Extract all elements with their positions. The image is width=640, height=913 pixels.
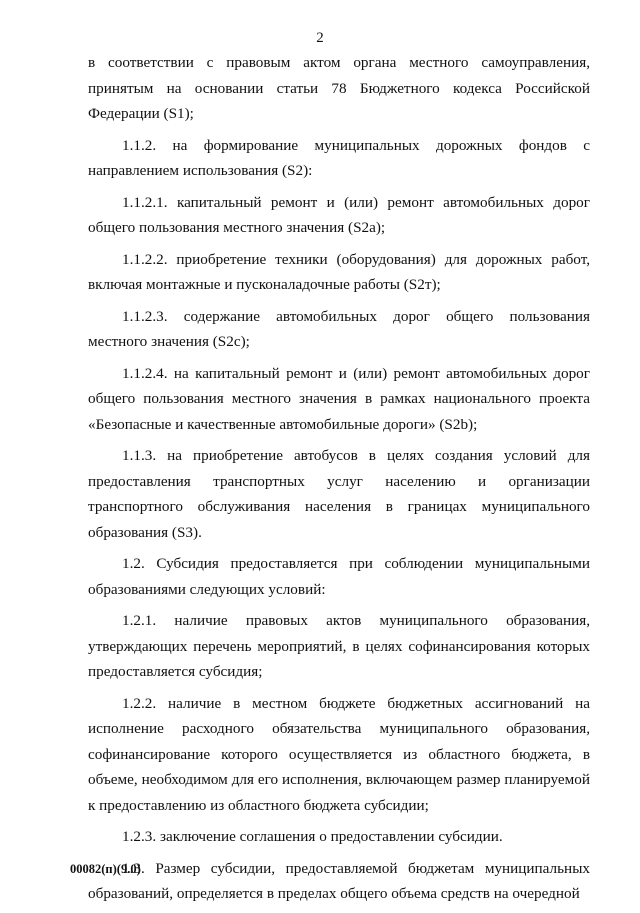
- paragraph-s1-continuation: в соответствии с правовым актом органа местного самоуправления, принятым на основании статьи 78 Бюджетного кодекса Российской Федерации (S1);: [88, 54, 590, 122]
- paragraph-1-2-2: 1.2.2. наличие в местном бюджете бюджетных ассигнований на исполнение расходного обязательства муниципального образования, софинансирование которого осуществляется из областного бюджета, в объеме, необходимом для его исполнения, включающем размер планируемой к предоставлению из областного бюджета субсидии;: [88, 694, 590, 814]
- document-body: [88, 50, 590, 913]
- paragraph-1-1-2-2: 1.1.2.2. приобретение техники (оборудования) для дорожных работ, включая монтажные и пусконаладочные работы (S2т);: [88, 250, 590, 293]
- document-footer-code: 00082(п)(9.0): [70, 862, 141, 876]
- paragraph-1-3: 1.3. Размер субсидии, предоставляемой бюджетам муниципальных образований, определяется в пределах общего объема средств на очередной: [88, 859, 590, 902]
- paragraph-1-1-3: 1.1.3. на приобретение автобусов в целях создания условий для предоставления транспортных услуг населению и организации транспортного обслуживания населения в границах муниципального образования (S3).: [88, 447, 590, 541]
- page-number: 2: [316, 30, 324, 46]
- paragraph-1-1-2-3: 1.1.2.3. содержание автомобильных дорог общего пользования местного значения (S2c);: [88, 307, 590, 350]
- paragraph-1-1-2: 1.1.2. на формирование муниципальных дорожных фондов с направлением использования (S2):: [88, 136, 590, 179]
- paragraph-1-1-2-1: 1.1.2.1. капитальный ремонт и (или) ремонт автомобильных дорог общего пользования местного значения (S2a);: [88, 193, 590, 236]
- paragraph-1-2: 1.2. Субсидия предоставляется при соблюдении муниципальными образованиями следующих условий:: [88, 555, 590, 598]
- paragraph-1-2-1: 1.2.1. наличие правовых актов муниципального образования, утверждающих перечень мероприятий, в целях софинансирования которых предоставляется субсидия;: [88, 612, 590, 680]
- paragraph-1-1-2-4: 1.1.2.4. на капитальный ремонт и (или) ремонт автомобильных дорог общего пользования местного значения в рамках национального проекта «Безопасные и качественные автомобильные дороги» (S2b);: [88, 364, 590, 433]
- paragraph-1-2-3: 1.2.3. заключение соглашения о предоставлении субсидии.: [122, 828, 503, 845]
